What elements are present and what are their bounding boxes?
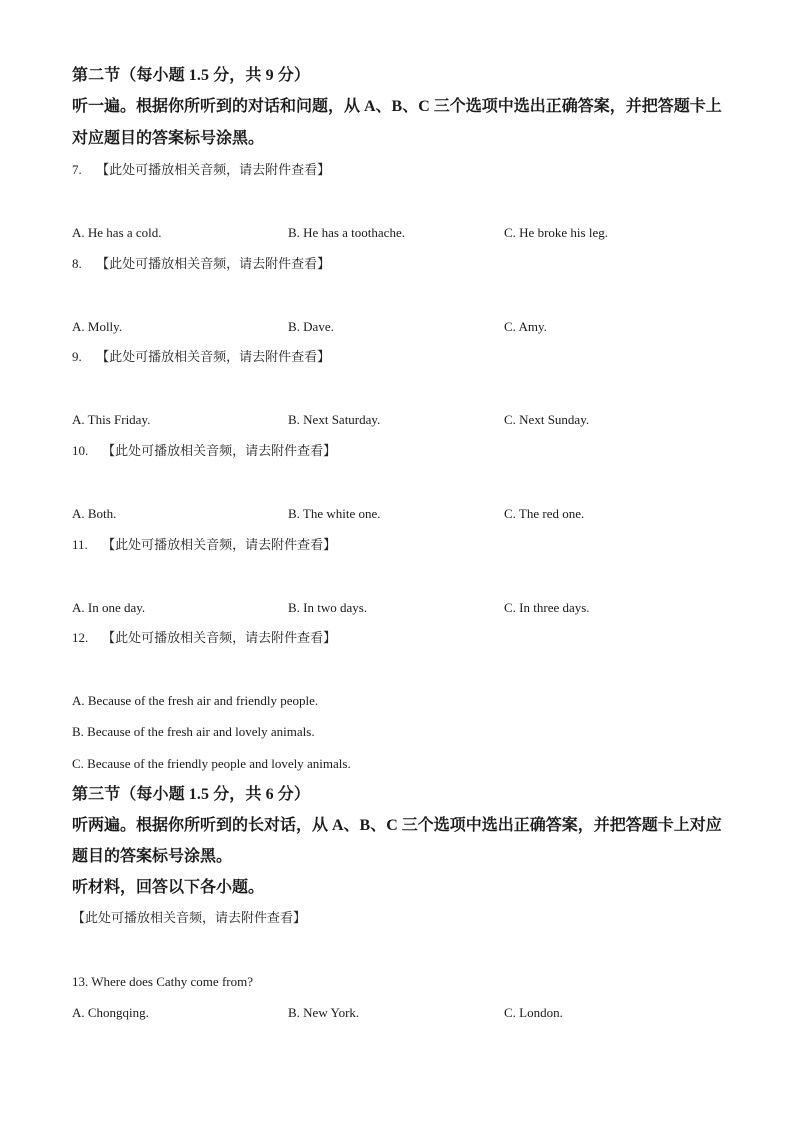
audio-note[interactable]: 【此处可播放相关音频，请去附件查看】 (102, 631, 337, 646)
question-12-option-a[interactable]: A. Because of the fresh air and friendly people. (72, 693, 319, 708)
option-b[interactable]: B. The white one. (288, 506, 381, 521)
question-number: 8. (72, 256, 82, 271)
audio-note[interactable]: 【此处可播放相关音频，请去附件查看】 (96, 350, 331, 365)
option-b[interactable]: B. Dave. (288, 319, 334, 334)
question-9-options (72, 413, 772, 429)
option-a[interactable]: A. Chongqing. (72, 1005, 149, 1020)
question-13: 13. Where does Cathy come from? (72, 974, 253, 989)
audio-note[interactable]: 【此处可播放相关音频，请去附件查看】 (96, 257, 331, 272)
question-7-options (72, 226, 772, 242)
section3-audio-note[interactable]: 【此处可播放相关音频，请去附件查看】 (72, 911, 307, 926)
section2-instruction-line1: 听一遍。根据你所听到的对话和问题，从 A、B、C 三个选项中选出正确答案，并把答题卡上 (72, 98, 722, 115)
section3-title: 第三节（每小题 1.5 分，共 6 分） (72, 786, 311, 803)
question-13-options (72, 1006, 772, 1022)
question-number: 12. (72, 630, 89, 645)
section3-instruction-line3: 听材料，回答以下各小题。 (72, 879, 265, 896)
option-a[interactable]: A. This Friday. (72, 412, 151, 427)
question-8 (72, 257, 330, 271)
section3-instruction-line1: 听两遍。根据你所听到的长对话，从 A、B、C 三个选项中选出正确答案，并把答题卡上对应 (72, 817, 722, 834)
option-a[interactable]: A. Both. (72, 506, 117, 521)
option-b[interactable]: B. Next Saturday. (288, 412, 381, 427)
option-c[interactable]: C. London. (504, 1005, 563, 1020)
audio-note[interactable]: 【此处可播放相关音频，请去附件查看】 (102, 538, 337, 553)
question-8-options (72, 320, 772, 336)
question-11-options (72, 601, 772, 617)
option-c[interactable]: C. The red one. (504, 506, 585, 521)
audio-note[interactable]: 【此处可播放相关音频，请去附件查看】 (96, 163, 331, 178)
option-c[interactable]: C. He broke his leg. (504, 225, 608, 240)
question-10-options (72, 507, 772, 523)
option-b[interactable]: B. New York. (288, 1005, 360, 1020)
option-a[interactable]: A. Molly. (72, 319, 123, 334)
question-12-option-c[interactable]: C. Because of the friendly people and lovely animals. (72, 756, 351, 771)
option-c[interactable]: C. In three days. (504, 600, 590, 615)
question-number: 10. (72, 443, 89, 458)
option-b[interactable]: B. He has a toothache. (288, 225, 405, 240)
question-number: 7. (72, 162, 82, 177)
question-9 (72, 350, 330, 364)
option-b[interactable]: B. In two days. (288, 600, 368, 615)
section2-title: 第二节（每小题 1.5 分，共 9 分） (72, 67, 311, 84)
section2-instruction-line2: 对应题目的答案标号涂黑。 (72, 130, 265, 147)
question-12-option-b[interactable]: B. Because of the fresh air and lovely animals. (72, 724, 315, 739)
section3-instruction-line2: 题目的答案标号涂黑。 (72, 848, 233, 865)
option-a[interactable]: A. He has a cold. (72, 225, 162, 240)
question-12 (72, 631, 336, 645)
question-7 (72, 163, 330, 177)
question-11 (72, 538, 336, 552)
option-c[interactable]: C. Next Sunday. (504, 412, 590, 427)
question-number: 9. (72, 349, 82, 364)
audio-note[interactable]: 【此处可播放相关音频，请去附件查看】 (102, 444, 337, 459)
option-c[interactable]: C. Amy. (504, 319, 547, 334)
question-number: 11. (72, 537, 88, 552)
question-10 (72, 444, 336, 458)
option-a[interactable]: A. In one day. (72, 600, 146, 615)
